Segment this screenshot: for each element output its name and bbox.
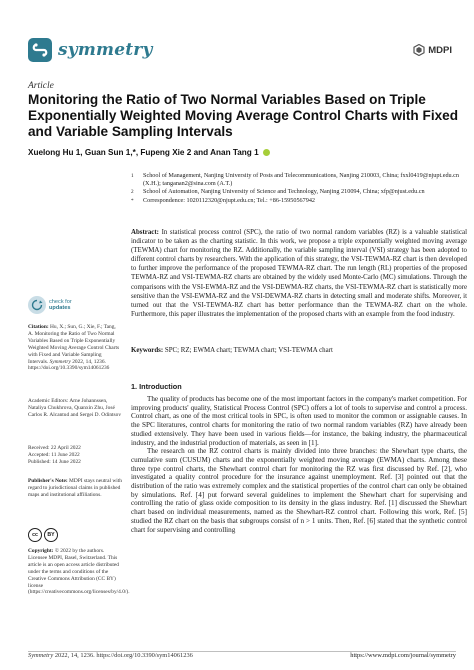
intro-text: The research on the RZ control charts is mainly divided into three branches: the Shewhart type charts, the cumulative sum (CUSUM) charts and the exponentially weighted moving average (EWMA) charts. Among these three type control charts, the Shewhart control chart for monitoring the RZ was first discussed by Ref. — [131, 447, 467, 473]
affiliation-item — [131, 172, 466, 188]
affiliation-item — [131, 188, 466, 196]
intro-paragraph — [131, 395, 467, 447]
intro-text: . — [316, 438, 319, 447]
cc-by-license-badge[interactable] — [28, 528, 60, 542]
keywords-text: SPC; RZ; EWMA chart; TEWMA chart; VSI-TEWMA chart — [164, 347, 333, 354]
editors-label: Academic Editors: — [28, 398, 69, 404]
abstract-text: In statistical process control (SPC), the ratio of two normal random variables (RZ) is a valuable statistical indicator to be taken as the charting statistic. In this work, we propose a triple exponentially weighted moving average (TEWMA) chart for monitoring the RZ. Additionally, the variable sampling interval (VSI) strategy has been adopted to different control charts by researchers. With the application of this strategy, the VSI-TEWMA-RZ chart is then developed to further improve the performance of the proposed TEWMA-RZ chart. The run length (RL) properties of the proposed TEWMA-RZ and VSI-TEWMA-RZ charts are obtained by the widely used Monte-Carlo (MC) simulations. Through the comparisons with the VSI-EWMA-RZ and the VSI-DEWMA-RZ charts, the VSI-TEWMA-RZ chart is statistically more sensitive than the VSI-EWMA-RZ and the VSI-DEWMA-RZ charts in detecting small and moderate shifts. Moreover, it turned out that the VSI-TEWMA-RZ chart has better performance than the TEWMA-RZ chart on the whole. Furthermore, this paper illustrates the implementation of the proposed charts with an example from the food industry. — [131, 229, 467, 318]
authors-text: Xuelong Hu 1, Guan Sun 1,*, Fupeng Xie 2 and Anan Tang 1 — [28, 148, 259, 157]
abstract-label: Abstract: — [131, 229, 159, 236]
footer-journal: Symmetry — [28, 652, 54, 659]
intro-text: put forward several guidelines to implement the Shewhart chart for supervising and controlling the ratio of glass oxide composition to its density in the glass industry. Ref. — [131, 490, 467, 508]
article-title: Monitoring the Ratio of Two Normal Variables Based on Triple Exponentially Weighted Moving Average Control Charts with Fixed and Variable Sampling Intervals — [28, 92, 459, 139]
journal-name: symmetry — [58, 40, 153, 60]
footer-issue: 2022, 14, 1236. — [54, 652, 95, 659]
citation-issue: 2022, 14, 1236. — [72, 358, 106, 365]
updates-line-2: updates — [49, 305, 71, 311]
publisher-name: MDPI — [428, 44, 452, 56]
citation-link[interactable]: [6] — [367, 516, 376, 525]
keywords — [131, 346, 467, 355]
citation-link[interactable]: [1] — [388, 499, 397, 508]
publisher-note-label: Publisher's Note: — [28, 478, 68, 484]
footer-citation — [28, 652, 193, 659]
editors-text: Arne Johannssen, Nataliya Chukhrova, Quanxin Zhu, José Carlos R. Alcantud and Sergei D. Odintsov — [28, 398, 122, 418]
footer-doi-link[interactable]: https://doi.org/10.3390/sym14061236 — [96, 652, 193, 659]
introduction-body — [131, 395, 467, 534]
affiliation-text: School of Automation, Nanjing University of Science and Technology, Nanjing 210094, China; xfp@njust.edu.cn — [143, 188, 425, 196]
copyright-label: Copyright: — [28, 548, 54, 554]
correspondence-item — [131, 197, 466, 205]
intro-paragraph — [131, 447, 467, 534]
author-list — [28, 148, 270, 157]
correspondence-text: Correspondence: 1020112320@njupt.edu.cn; Tel.: +86-15950567942 — [143, 196, 316, 204]
intro-text: discussed the Shewhart chart based on individual measurements, named as the Shewhart-RZ control chart. Following this work, Ref. — [131, 499, 467, 517]
attribution-icon: BY — [44, 528, 58, 542]
publisher-note — [28, 478, 122, 499]
update-refresh-icon — [28, 296, 46, 314]
intro-text: studied the RZ chart on the basis that subgroups consist of n > 1 units. Then, Ref. — [131, 516, 368, 525]
check-for-updates-label — [49, 299, 72, 311]
affiliations — [131, 172, 466, 205]
updates-line-1: check for — [49, 298, 72, 305]
article-type: Article — [28, 81, 54, 91]
citation-link[interactable]: [3] — [395, 473, 404, 482]
citation-journal: Symmetry — [49, 358, 71, 365]
mdpi-hexagon-icon — [413, 44, 425, 56]
intro-text: stated that the synthetic control chart for supervising and controlling — [131, 516, 467, 534]
citation-block — [28, 324, 122, 372]
academic-editors — [28, 398, 122, 419]
publication-dates — [28, 445, 122, 466]
orcid-icon[interactable] — [263, 149, 270, 156]
published-date: Published: 14 June 2022 — [28, 458, 81, 465]
citation-label: Citation: — [28, 324, 49, 330]
citation-text: Hu, X.; Sun, G.; Xie, F.; Tang, A. Monitoring the Ratio of Two Normal Variables Based on Triple Exponentially Weighted Moving Average Control Charts with Fixed and Variable Sampling Intervals. — [28, 324, 120, 365]
journal-logo[interactable] — [28, 38, 153, 62]
publisher-note-text: MDPI stays neutral with regard to jurisdictional claims in published maps and institutional affiliations. — [28, 478, 122, 498]
copyright-block — [28, 548, 130, 596]
affiliation-text: School of Management, Nanjing University of Posts and Telecommunications, Nanjing 210003, China; fxxl0419@njupt.edu.cn (X.H.); tanganan2@sina.com (A.T.) — [143, 172, 460, 188]
journal-website-link[interactable]: https://www.mdpi.com/journal/symmetry — [350, 652, 456, 659]
citation-link[interactable]: [5] — [458, 508, 467, 517]
check-for-updates-button[interactable] — [28, 296, 72, 314]
citation-link[interactable]: [4] — [195, 490, 205, 499]
intro-text: , who investigated a quality control procedure for the insurance against unemployment. Ref. — [131, 464, 467, 482]
symmetry-logo-icon — [28, 38, 52, 62]
received-date: Received: 22 April 2022 — [28, 445, 81, 451]
abstract — [131, 228, 467, 319]
creative-commons-icon: cc — [28, 528, 42, 542]
section-heading-introduction: 1. Introduction — [131, 382, 182, 391]
intro-text: The quality of products has become one of the most important factors in the company's market competition. For improving products' quality, Statistical Process Control (SPC) offers a lot of tools to supervise and control a process. Control chart, as one of the most critical tools in SPC, is often used to monitor the common or assignable causes. In the SPC literatures, control charts for monitoring the ratio of two normal random variables (RZ) have already been studied extensively. They have been used in various fields—for instance, the baking industry, the pharmaceutical industry, and the industrial production of materials, as seen in — [131, 395, 467, 447]
citation-link[interactable]: [2] — [441, 464, 451, 473]
copyright-text: © 2022 by the authors. Licensee MDPI, Basel, Switzerland. This article is an open access article distributed under the terms and conditions of the Creative Commons Attribution (CC BY) license (https://creativecommons.org/licenses/by/4.0/). — [28, 548, 130, 596]
accepted-date: Accepted: 11 June 2022 — [28, 451, 80, 458]
affiliation-mark: 1 — [131, 173, 134, 179]
affiliation-mark: 2 — [131, 189, 134, 196]
affiliation-mark: * — [131, 197, 134, 204]
citation-doi-link[interactable]: https://doi.org/10.3390/sym14061236 — [28, 365, 110, 372]
keywords-label: Keywords: — [131, 347, 164, 354]
citation-link[interactable]: [1] — [308, 438, 317, 447]
mdpi-logo[interactable] — [413, 44, 452, 56]
intro-text: pointed out that the distribution of the ratio was extremely complex and the statistical properties of the control chart can only be obtained by simulations. Ref. — [131, 473, 467, 499]
